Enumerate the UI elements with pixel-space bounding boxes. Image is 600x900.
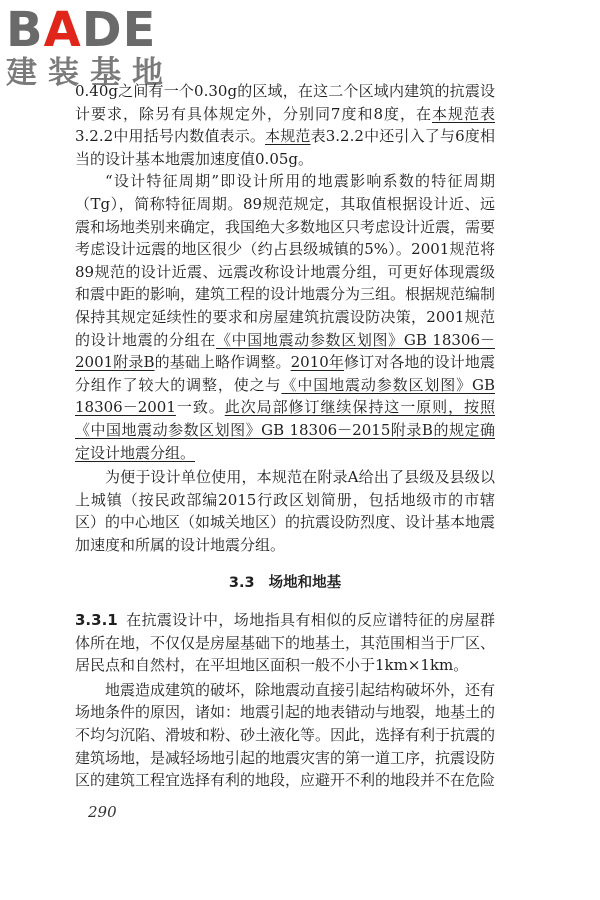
paragraph: 0.40g之间有一个0.30g的区域，在这二个区域内建筑的抗震设计要求，除另有具体规定外，分别同7度和8度，在本规范表3.2.2中用括号内数值表示。本规范表3.2.2中还引入了与6度相当的设计基本地震加速度值0.05g。 — [75, 82, 495, 168]
section-heading: 3.3 场地和地基 — [228, 575, 342, 592]
paragraph: 地震造成建筑的破坏，除地震动直接引起结构破坏外，还有场地条件的原因，诸如：地震引起的地表错动与地裂，地基土的不均匀沉陷、滑坡和粉、砂土液化等。因此，选择有利于抗震的建筑场地，是减轻场地引起的地震灾害的第一道工序，抗震设防区的建筑工程宜选择有利的地段，应避开不利的地段并不在危险 — [75, 680, 496, 790]
logo-wordmark: BADE — [6, 2, 157, 58]
paragraph: 为便于设计单位使用，本规范在附录A给出了县级及县级以上城镇（按民政部编2015行政区划简册，包括地级市的市辖区）的中心地区（如城关地区）的抗震设防烈度、设计基本地震加速度和所属的设计地震分组。 — [75, 468, 496, 554]
clause-number: 3.3.1 — [75, 611, 118, 630]
clause-paragraph: 3.3.1 在抗震设计中，场地指具有相似的反应谱特征的房屋群体所在地，不仅仅是房屋基础下的地基土，其范围相当于厂区、居民点和自然村，在平坦地区面积一般不小于1km×1km。 — [75, 611, 496, 675]
paragraph: “设计特征周期”即设计所用的地震影响系数的特征周期（Tg），简称特征周期。89规范规定，其取值根据设计近、远震和场地类别来确定，我国绝大多数地区只考虑设计近震，需要考虑设计远震的地区很少（约占县级城镇的5%）。2001规范将89规范的设计近震、远震改称设计地震分组，可更好体现震级和震中距的影响，建筑工程的设计地震分为三组。根据规范编制保持其规定延续性的要求和房屋建筑抗震设防决策，2001规范的设计地震的分组在《中国地震动参数区划图》GB 18306－2001附录B的基础上略作调整。2010年修订对各地的设计地震分组作了较大的调整，使之与《中国地震动参数区划图》GB 18306－2001一致。此次局部修订继续保持这一原则，按照《中国地震动参数区划图》GB 18306－2015附录B的规定确定设计地震分组。 — [75, 172, 496, 462]
logo-tagline: 建装基地 — [6, 55, 174, 91]
document-body — [75, 80, 495, 792]
page-number: 290 — [88, 803, 117, 821]
